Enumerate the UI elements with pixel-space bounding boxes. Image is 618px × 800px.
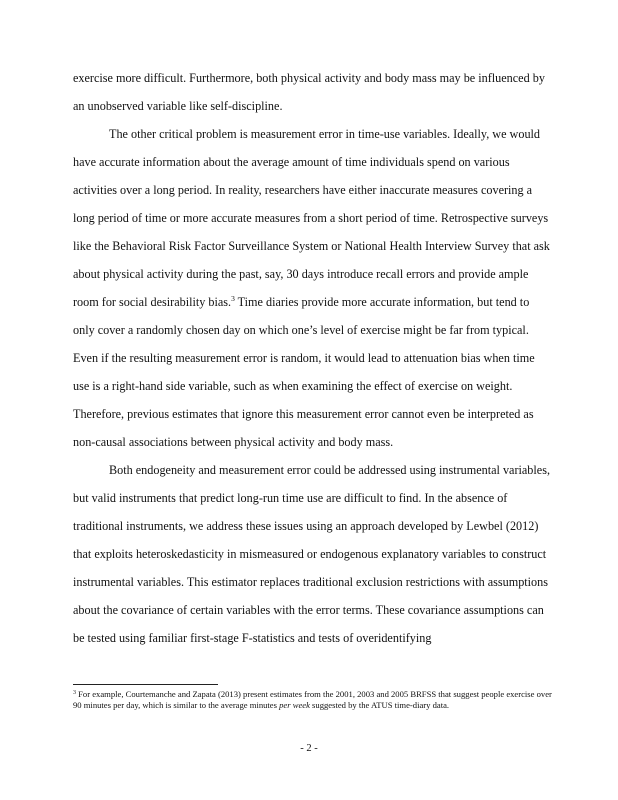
paragraph-1: exercise more difficult. Furthermore, both physical activity and body mass may be influenced by an unobserved variable like self-discipline. [73,71,545,113]
paragraph-2-text-a: The other critical problem is measurement error in time-use variables. Ideally, we would have accurate information about the average amount of time individuals spend on various activities over a long period. In reality, researchers have either inaccurate measures covering a long period of time or more accurate measures from a short period of time. Retrospective surveys like the Behavioral Risk Factor Surveillance System or National Health Interview Survey that ask about physical activity during the past, say, 30 days introduce recall errors and provide ample room for social desirability bias. [73,127,550,309]
footnote-separator [73,684,218,685]
paragraph-2-text-b: Time diaries provide more accurate information, but tend to only cover a randomly chosen day on which one’s level of exercise might be far from typical. Even if the resulting measurement error is random, it would lead to attenuation bias when time use is a right-hand side variable, such as when examining the effect of exercise on weight. Therefore, previous estimates that ignore this measurement error cannot even be interpreted as non-causal associations between physical activity and body mass. [73,295,535,449]
footnote-text-italic: per week [279,699,310,710]
paragraph-2 [73,120,553,456]
footnote-text-a: For example, Courtemanche and Zapata (2013) present estimates from the 2001, 2003 and 2005 BRFSS that suggest people exercise over 90 minutes per day, which is similar to the average minutes [73,689,552,710]
footnote-number: 3 [73,690,76,696]
footnote-ref-3[interactable]: 3 [231,294,235,303]
body-text [73,64,553,652]
footnote-3 [73,689,553,711]
footnote-text-b: suggested by the ATUS time-diary data. [309,699,450,710]
page-number: - 2 - [300,743,318,754]
paragraph-3: Both endogeneity and measurement error could be addressed using instrumental variables, but valid instruments that predict long-run time use are difficult to find. In the absence of traditional instruments, we address these issues using an approach developed by Lewbel (2012) that exploits heteroskedasticity in mismeasured or endogenous explanatory variables to construct instrumental variables. This estimator replaces traditional exclusion restrictions with assumptions about the covariance of certain variables with the error terms. These covariance assumptions can be tested using familiar first-stage F-statistics and tests of overidentifying [73,463,550,645]
